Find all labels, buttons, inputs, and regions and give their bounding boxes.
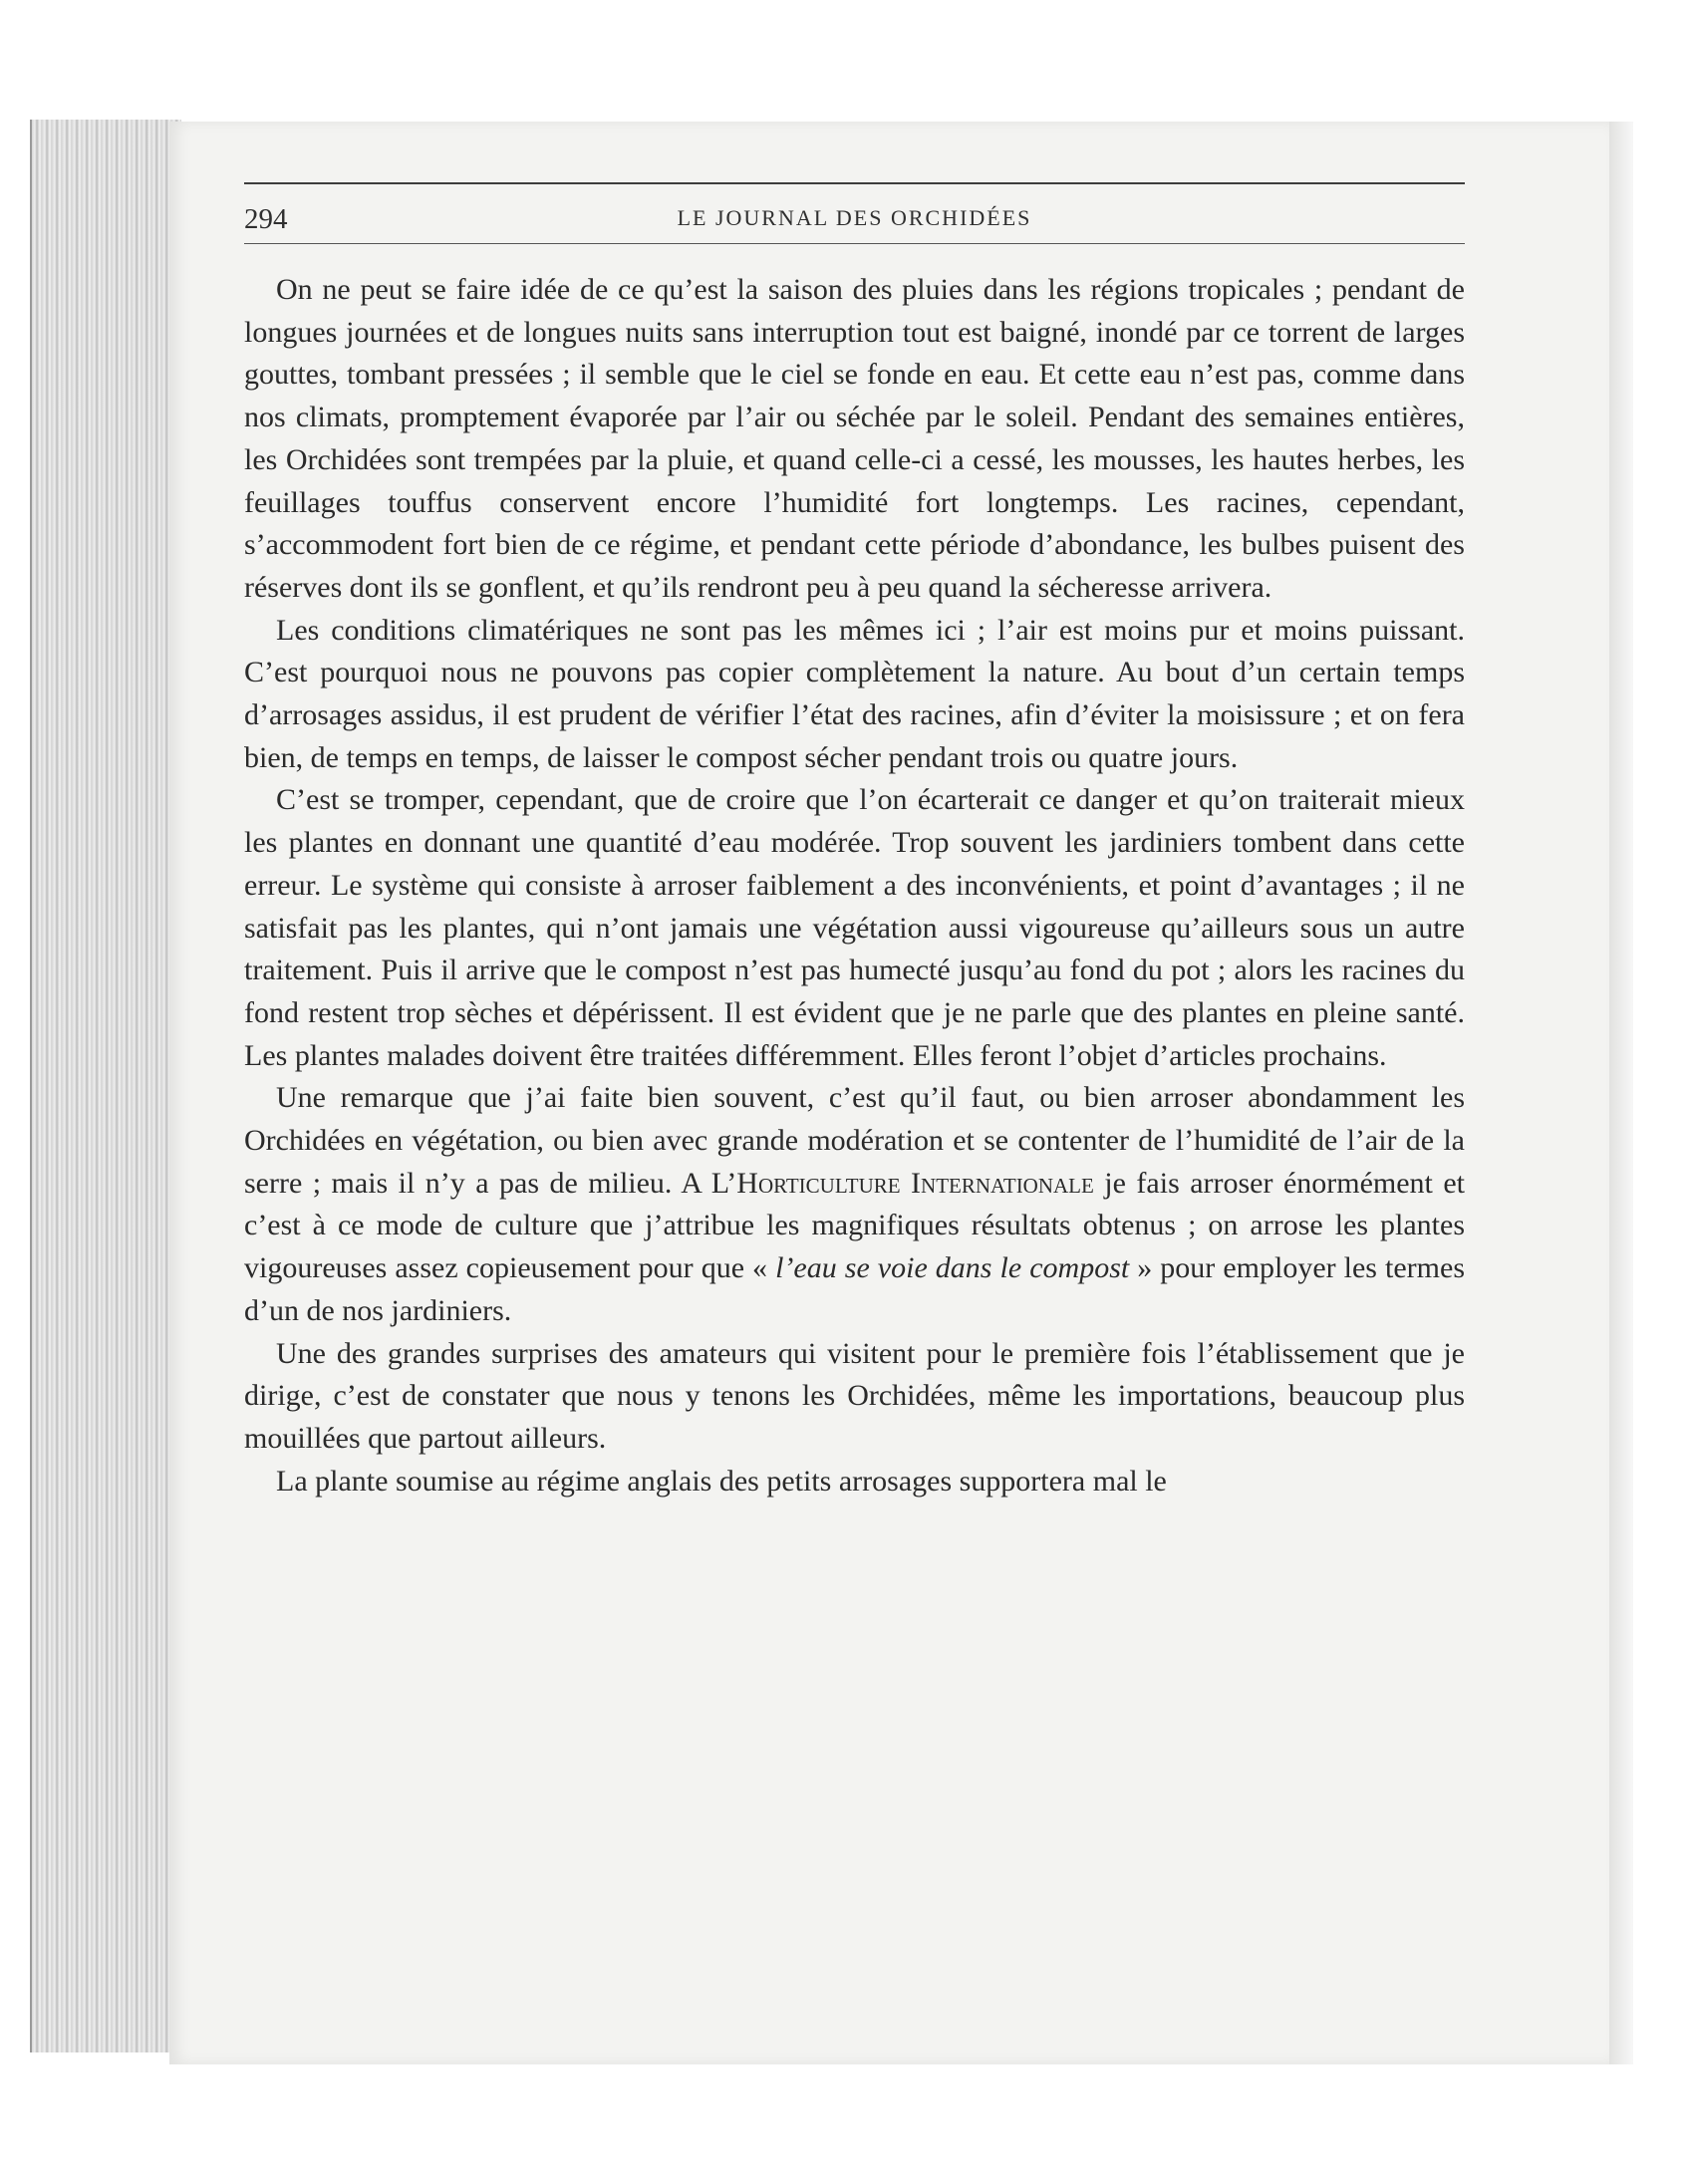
company-name: L’Horticulture Internationale [710, 1166, 1094, 1200]
header-rule-bottom [244, 243, 1465, 244]
running-title: LE JOURNAL DES ORCHIDÉES [677, 205, 1032, 230]
paragraph: Une des grandes surprises des amateurs qui visitent pour le première fois l’établissement que je dirige, c’est de constater que nous y tenons les Orchidées, même les importations, beaucoup plus mouillées que partout ailleurs. [244, 1336, 1465, 1455]
quoted-phrase: l’eau se voie dans le compost [775, 1251, 1130, 1285]
paragraph: On ne peut se faire idée de ce qu’est la saison des pluies dans les régions tropicales ; pendant de longues journées et de longues nuits sans interruption tout est baigné, inondé par ce torrent de larges gouttes, tombant pressées ; il semble que le ciel se fonde en eau. Et cette eau n’est pas, comme dans nos climats, promptement évaporée par l’air ou séchée par le soleil. Pendant des semaines entières, les Orchidées sont trempées par la pluie, et quand celle-ci a cessé, les mousses, les hautes herbes, les feuillages touffus conservent encore l’humidité fort longtemps. Les racines, cependant, s’accommodent fort bien de ce régime, et pendant cette période d’abondance, les bulbes puisent des réserves dont ils se gonflent, et qu’ils rendront peu à peu quand la sécheresse arrivera. [244, 273, 1465, 604]
book-page-edges [30, 120, 181, 2052]
article-body [244, 269, 1465, 1502]
paragraph: Les conditions climatériques ne sont pas les mêmes ici ; l’air est moins pur et moins puissant. C’est pourquoi nous ne pouvons pas copier complètement la nature. Au bout d’un certain temps d’arrosages assidus, il est prudent de vérifier l’état des racines, afin d’éviter la moisissure ; et on fera bien, de temps en temps, de laisser le compost sécher pendant trois ou quatre jours. [244, 613, 1465, 774]
page-number: 294 [244, 203, 288, 235]
paragraph-text: Une remarque que j’ai faite bien souvent, c’est qu’il faut, ou bien arroser abondamment les Orchidées en végétation, ou bien avec grande modération et se contenter de l’humidité de l’air de la serre ; mais il n’y a pas de milieu. A [244, 1081, 1465, 1200]
paragraph: C’est se tromper, cependant, que de croire que l’on écarterait ce danger et qu’on traiterait mieux les plantes en donnant une quantité d’eau modérée. Trop souvent les jardiniers tombent dans cette erreur. Le système qui consiste à arroser faiblement a des inconvénients, et point d’avantages ; il ne satisfait pas les plantes, qui n’ont jamais une végétation aussi vigoureuse qu’ailleurs sous un autre traitement. Puis il arrive que le compost n’est pas humecté jusqu’au fond du pot ; alors les racines du fond restent trop sèches et dépérissent. Il est évident que je ne parle que des plantes en pleine santé. Les plantes malades doivent être traitées différemment. Elles feront l’objet d’articles prochains. [244, 783, 1465, 1072]
paragraph-text: » pour employer les termes d’un de nos jardiniers. [244, 1251, 1465, 1327]
paragraph [244, 1077, 1465, 1332]
paragraph: La plante soumise au régime anglais des petits arrosages supportera mal le [276, 1464, 1167, 1498]
header-rule-top [244, 182, 1465, 184]
page-right-edge [1609, 122, 1633, 2064]
paragraph-text: je fais arroser énormément et c’est à ce mode de culture que j’attribue les magnifiques résultats obtenus ; on arrose les plantes vigoureuses assez copieusement pour que « [244, 1166, 1465, 1285]
